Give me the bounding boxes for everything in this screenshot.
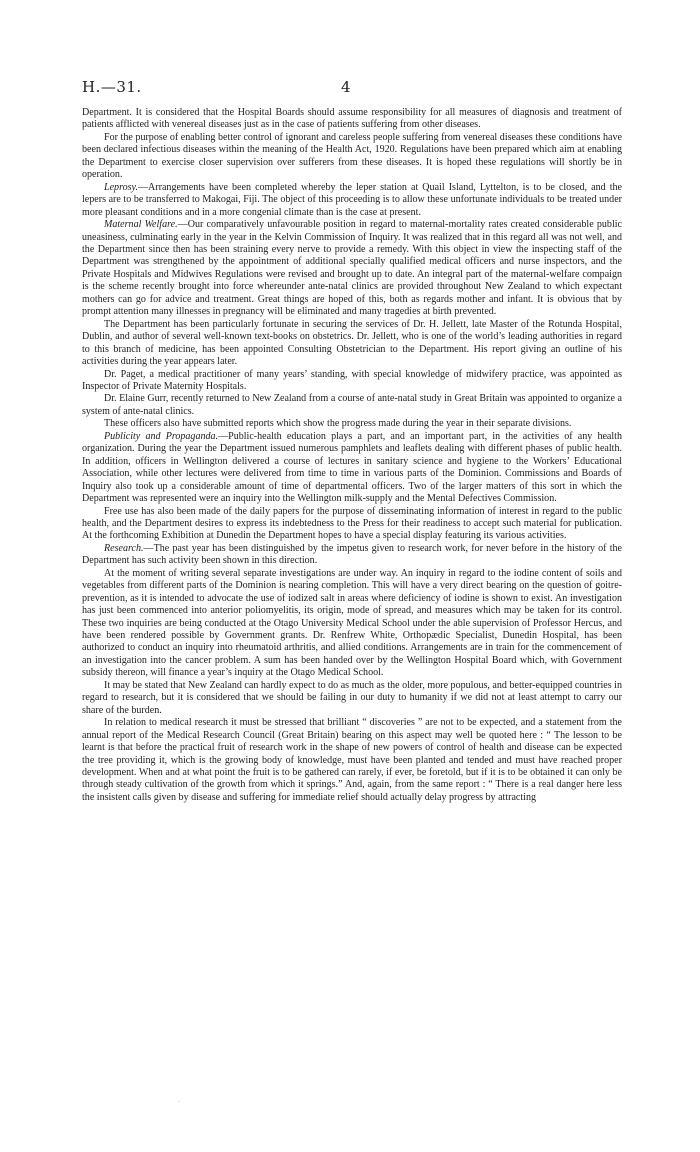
section-heading: Leprosy.: [104, 181, 138, 193]
paragraph: These officers also have submitted reports which show the progress made during the year in their separate divisions.: [104, 418, 572, 430]
paragraph: Dr. Elaine Gurr, recently returned to New Zealand from a course of ante-natal study in Great Britain was appointed to organize a system of ante-natal clinics.: [82, 393, 622, 417]
paragraph: Dr. Paget, a medical practitioner of many years’ standing, with special knowledge of midwifery practice, was appointed as Inspector of Private Maternity Hospitals.: [82, 368, 622, 392]
paragraph-research: Research.—The past year has been distinguished by the impetus given to research work, for never before in the history of the Department has such activity been shown in this direction.: [82, 542, 622, 567]
paragraph-publicity: Publicity and Propaganda.—Public-health education plays a part, and an important part, in the activities of any health organization. During the year the Department issued numerous pamphlets and leaflets dealing with different phases of public health. In addition, officers in Wellington delivered a course of lectures in sanitary science and hygiene to the Workers’ Educational Association, while other lectures were delivered from time to time in various parts of the Dominion. Commissions and Boards of Inquiry also took up a considerable amount of time of departmental officers. Two of the larger matters of this sort in which the Department was represented were an inquiry into the Wellington milk-supply and the Mental Defectives Commission.: [82, 430, 622, 505]
paragraph-leprosy: Leprosy.—Arrangements have been completed whereby the leper station at Quail Island, Lyttelton, is to be closed, and the lepers are to be transferred to Makogai, Fiji. The object of this proceeding is to allow these unfortunate individuals to be treated under more pleasant conditions and in a more congenial climate than is the case at present.: [82, 181, 622, 218]
paragraph: In relation to medical research it must be stressed that brilliant “ discoveries ” are not to be expected, and a statement from the annual report of the Medical Research Council (Great Britain) bearing on this aspect may well be quoted here : “ The lesson to be learnt is that before the practical fruit of research work in the shape of new powers of control of health and disease can be expected the tree providing it, which is the growing body of knowledge, must have been planted and tended and must have reached proper development. When and at what point the fruit is to be gathered can rarely, if ever, be foretold, but if it is to be obtained it can only be through steady cultivation of the growth from which it springs.” And, again, from the same report : “ There is a real danger here less the insistent calls given by disease and suffering for immediate relief should actually delay progress by attracting: [82, 717, 622, 803]
paragraph: Department. It is considered that the Hospital Boards should assume responsibility for all measures of diagnosis and treatment of patients afflicted with venereal diseases just as in the case of patients suffering from other diseases.: [82, 107, 622, 131]
section-heading: Maternal Welfare.: [104, 219, 178, 231]
paragraph-maternal-welfare: Maternal Welfare.—Our comparatively unfavourable position in regard to maternal-mortality rates created considerable public uneasiness, culminating early in the year in the Kelvin Commission of Inquiry. It was realized that in this regard all was not well, and the Department since then has been straining every nerve to provide a remedy. With this object in view the inspecting staff of the Department was strengthened by the appointment of additional specially qualified medical officers and nurse inspectors, and the Private Hospitals and Midwives Regulations were revised and brought up to date. An integral part of the maternal-welfare compaign is the scheme recently brought into force whereunder ante-natal clinics are provided throughout New Zealand to which expectant mothers can go for advice and treatment. Great things are hoped of this, both as regards mother and infant. It is obvious that by prompt attention many illnesses in pregnancy will be eliminated and many tragedies at birth prevented.: [82, 219, 622, 318]
paragraph: At the moment of writing several separate investigations are under way. An inquiry in regard to the iodine content of soils and vegetables from different parts of the Dominion is nearing completion. This will have a very direct bearing on the question of goitre-prevention, as it is intended to advocate the use of iodized salt in areas where deficiency of iodine is shown to exist. An investigation has just been commenced into anterior poliomyelitis, its origin, mode of spread, and measures which may be taken for its control. These two inquiries are being conducted at the Otago University Medical School under the able supervision of Professor Hercus, and have been rendered possible by Government grants. Dr. Renfrew White, Orthopædic Specialist, Dunedin Hospital, has been authorized to conduct an inquiry into rheumatoid arthritis, and allied conditions. Arrangements are in train for the commencement of an investigation into the cancer problem. A sum has been handed over by the Wellington Hospital Board which, with Government subsidy thereon, will finance a year’s inquiry at the Otago Medical School.: [82, 567, 622, 679]
paragraph: It may be stated that New Zealand can hardly expect to do as much as the older, more populous, and better-equipped countries in regard to research, but it is considered that we should be failing in our duty to humanity if we did not at least attempt to carry our share of the burden.: [82, 679, 622, 716]
body-text: [82, 107, 622, 804]
scan-mark: ·: [178, 1098, 181, 1106]
paragraph: For the purpose of enabling better control of ignorant and careless people suffering from venereal diseases these conditions have been declared infectious diseases within the meaning of the Health Act, 1920. Regulations have been prepared which aim at enabling the Department to exercise closer supervision over sufferers from these diseases. It is hoped these regulations will shortly be in operation.: [82, 131, 622, 181]
page-number: 4: [341, 78, 351, 96]
paragraph: The Department has been particularly fortunate in securing the services of Dr. H. Jellett, late Master of the Rotunda Hospital, Dublin, and author of several well-known text-books on obstetrics. Dr. Jellett, who is one of the world’s leading authorities in regard to this branch of medicine, has been appointed Consulting Obstetrician to the Department. His report giving an outline of his activities during the year appears later.: [82, 318, 622, 368]
section-heading: Publicity and Propaganda.: [104, 430, 219, 442]
page-header: [82, 78, 622, 102]
report-reference: H.—31.: [82, 78, 142, 96]
paragraph: Free use has also been made of the daily papers for the purpose of disseminating information of interest in regard to the public health, and the Department desires to express its indebtedness to the Press for their readiness to accept such material for publication. At the forthcoming Exhibition at Dunedin the Department hopes to have a special display featuring its various activities.: [82, 505, 622, 542]
section-heading: Research.: [104, 542, 144, 554]
